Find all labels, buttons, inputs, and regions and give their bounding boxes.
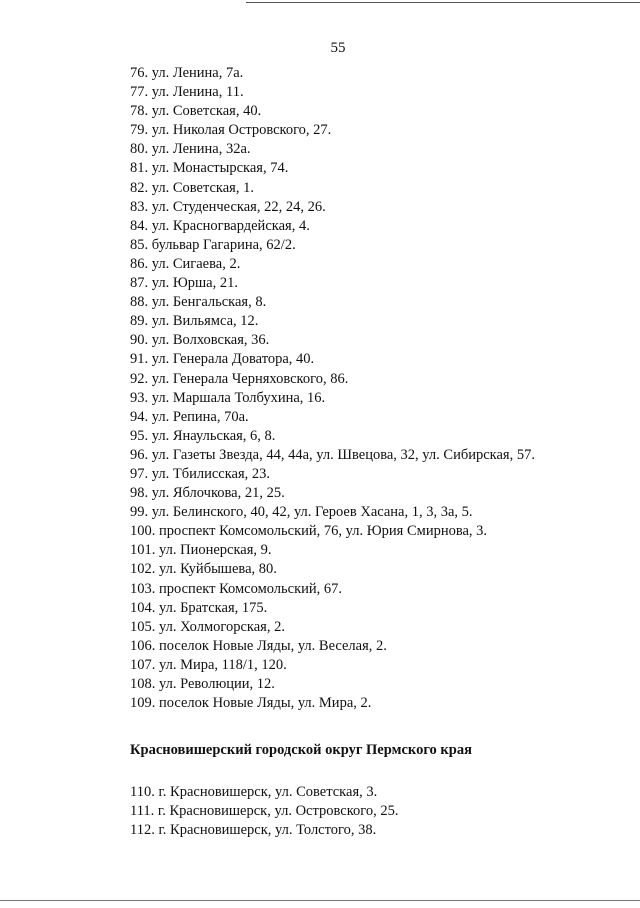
address-item: 108. ул. Революции, 12. [130,676,275,692]
address-item: 81. ул. Монастырская, 74. [130,160,289,177]
address-item: 95. ул. Янаульская, 6, 8. [130,427,276,444]
address-item: 85. бульвар Гагарина, 62/2. [130,236,296,253]
address-list [130,64,535,713]
address-item: 80. ул. Ленина, 32а. [130,141,251,158]
bottom-rule [0,900,640,901]
address-item: 107. ул. Мира, 118/1, 120. [130,656,287,673]
address-item: 112. г. Красновишерск, ул. Толстого, 38. [130,822,377,839]
address-item: 106. поселок Новые Ляды, ул. Веселая, 2. [130,637,387,654]
address-item: 87. ул. Юрша, 21. [130,275,238,292]
address-item: 110. г. Красновишерск, ул. Советская, 3. [130,784,378,800]
address-item: 90. ул. Волховская, 36. [130,332,270,349]
address-item: 98. ул. Яблочкова, 21, 25. [130,485,285,502]
address-item: 79. ул. Николая Островского, 27. [130,122,332,139]
address-item: 83. ул. Студенческая, 22, 24, 26. [130,198,326,215]
address-item: 93. ул. Маршала Толбухина, 16. [130,389,326,406]
address-item: 99. ул. Белинского, 40, 42, ул. Героев Хасана, 1, 3, 3а, 5. [130,504,473,521]
address-item: 104. ул. Братская, 175. [130,599,268,616]
address-item: 78. ул. Советская, 40. [130,103,262,120]
address-item: 105. ул. Холмогорская, 2. [130,618,285,635]
address-item: 88. ул. Бенгальская, 8. [130,294,267,311]
section-address-list [130,783,398,840]
address-item: 77. ул. Ленина, 11. [130,84,244,101]
address-item: 76. ул. Ленина, 7а. [130,65,244,81]
top-rule [246,2,640,3]
address-item: 92. ул. Генерала Черняховского, 86. [130,370,349,387]
address-item: 96. ул. Газеты Звезда, 44, 44а, ул. Швецова, 32, ул. Сибирская, 57. [130,446,535,463]
address-item: 82. ул. Советская, 1. [130,179,254,196]
address-item: 103. проспект Комсомольский, 67. [130,580,343,597]
address-item: 102. ул. Куйбышева, 80. [130,561,277,578]
address-item: 109. поселок Новые Ляды, ул. Мира, 2. [130,695,372,712]
address-item: 94. ул. Репина, 70а. [130,408,249,425]
section-heading: Красновишерский городской округ Пермского края [130,742,472,758]
address-item: 100. проспект Комсомольский, 76, ул. Юрия Смирнова, 3. [130,523,488,540]
page-number: 55 [330,40,346,56]
address-item: 89. ул. Вильямса, 12. [130,313,259,330]
address-item: 91. ул. Генерала Доватора, 40. [130,351,315,368]
address-item: 101. ул. Пионерская, 9. [130,542,272,559]
address-item: 97. ул. Тбилисская, 23. [130,465,271,482]
address-item: 111. г. Красновишерск, ул. Островского, 25. [130,803,399,820]
address-item: 86. ул. Сигаева, 2. [130,255,241,272]
address-item: 84. ул. Красногвардейская, 4. [130,217,310,234]
